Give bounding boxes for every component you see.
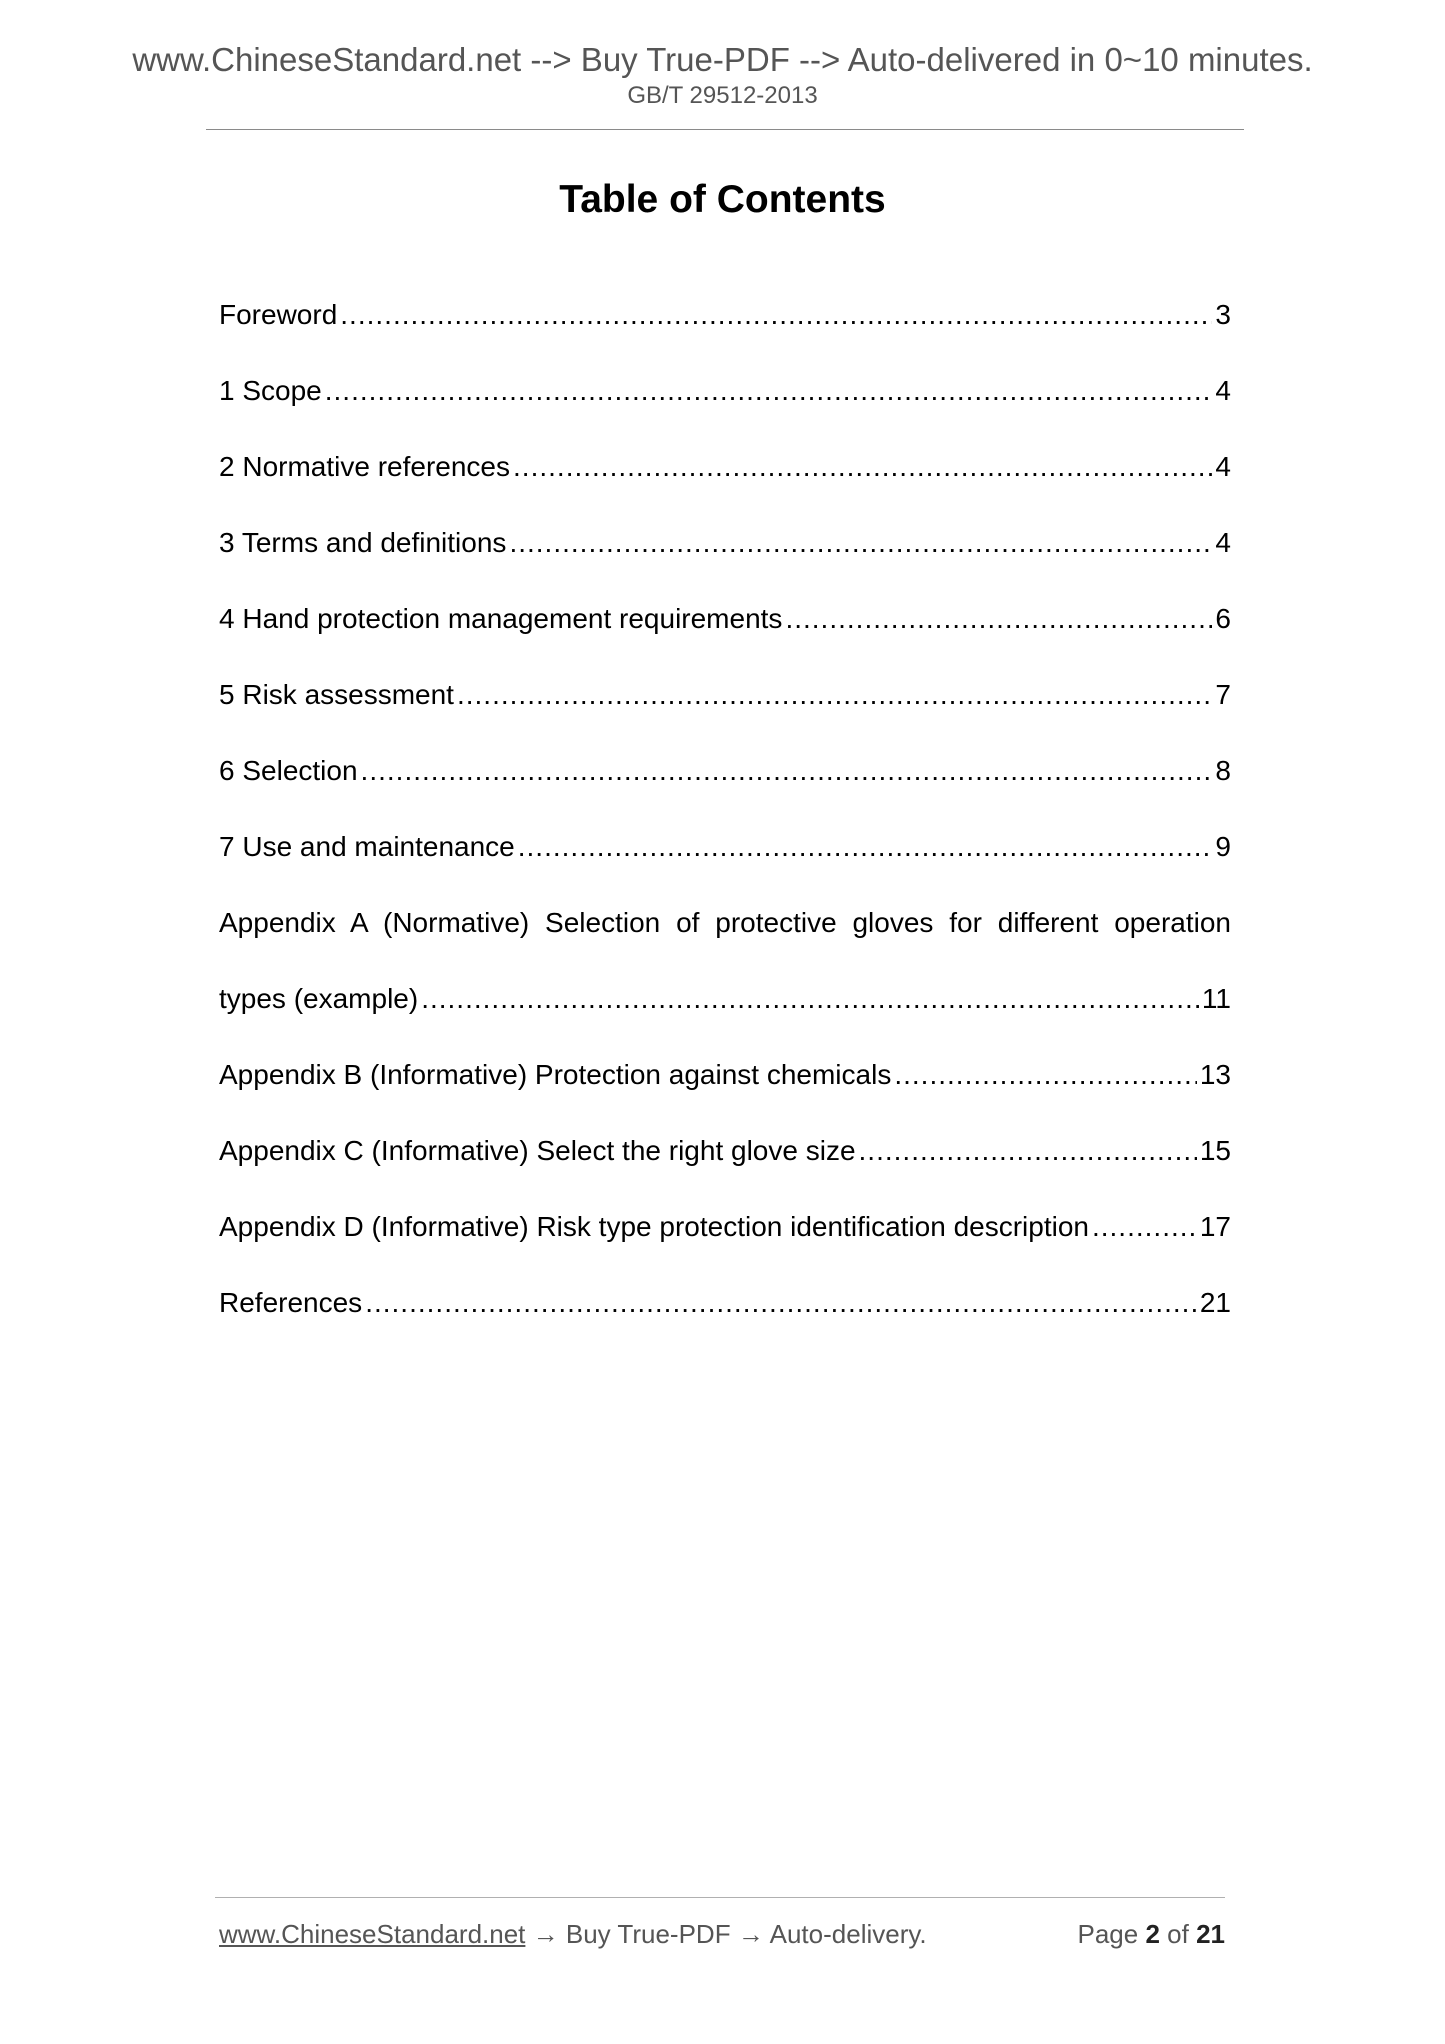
toc-page: 3: [1215, 299, 1231, 330]
toc-entry-appendix-c[interactable]: [219, 1121, 1231, 1197]
toc-leader: [325, 361, 1213, 421]
toc-entry-appendix-d[interactable]: [219, 1197, 1231, 1273]
toc-entry-scope[interactable]: [219, 361, 1231, 437]
standard-code: GB/T 29512-2013: [627, 82, 818, 109]
toc-label: 5 Risk assessment: [219, 679, 454, 710]
toc-label: References: [219, 1287, 363, 1318]
toc-page: 4: [1215, 451, 1231, 482]
toc-entry-appendix-b[interactable]: [219, 1045, 1231, 1121]
page-total: 21: [1196, 1919, 1225, 1949]
toc-label: Appendix D (Informative) Risk type protection identification description: [219, 1211, 1089, 1242]
toc-entry-references[interactable]: [219, 1273, 1231, 1349]
toc-page: 6: [1215, 603, 1231, 634]
toc-page: 4: [1215, 375, 1231, 406]
toc-leader: [340, 285, 1212, 345]
page-word: Page: [1077, 1919, 1139, 1949]
toc-page: 17: [1199, 1211, 1231, 1242]
toc-label: 4 Hand protection management requirements: [219, 603, 783, 634]
page-current: 2: [1145, 1919, 1160, 1949]
header-divider: [206, 129, 1244, 130]
toc-page: 9: [1215, 831, 1231, 862]
toc-entry-normative-references[interactable]: [219, 437, 1231, 513]
toc-entry-appendix-a[interactable]: [219, 969, 1231, 1045]
arrow-icon: →: [532, 1919, 559, 1949]
toc-entry-management-requirements[interactable]: [219, 589, 1231, 665]
of-word: of: [1167, 1919, 1189, 1949]
toc-label: 2 Normative references: [219, 451, 511, 482]
toc-label: 7 Use and maintenance: [219, 831, 515, 862]
toc-page: 4: [1215, 527, 1231, 558]
toc-leader: [518, 817, 1213, 877]
toc-label: Appendix C (Informative) Select the right glove size: [219, 1135, 856, 1166]
toc-entry-risk-assessment[interactable]: [219, 665, 1231, 741]
toc-leader: [365, 1273, 1197, 1333]
toc-page: 15: [1199, 1135, 1231, 1166]
footer-delivery-text: Auto-delivery.: [769, 1919, 927, 1949]
footer-divider: [215, 1897, 1225, 1898]
footer-site-link[interactable]: www.ChineseStandard.net: [219, 1919, 526, 1949]
toc-leader: [785, 589, 1212, 649]
toc-entry-use-maintenance[interactable]: [219, 817, 1231, 893]
toc-page: 13: [1199, 1059, 1231, 1090]
toc-page: 8: [1215, 755, 1231, 786]
toc-label: 6 Selection: [219, 755, 358, 786]
toc-entry-terms-definitions[interactable]: [219, 513, 1231, 589]
header-banner: www.ChineseStandard.net --> Buy True-PDF --> Auto-delivered in 0~10 minutes.: [132, 41, 1313, 78]
toc-leader: [1092, 1197, 1197, 1257]
arrow-icon: →: [737, 1919, 764, 1949]
toc-entry-selection[interactable]: [219, 741, 1231, 817]
toc-label: Foreword: [219, 299, 338, 330]
toc-leader: [509, 513, 1212, 573]
footer-buy-text: Buy True-PDF: [565, 1919, 731, 1949]
toc-leader: [513, 437, 1212, 497]
toc-leader: [361, 741, 1213, 801]
page-indicator: [1077, 1917, 1225, 1951]
toc-page: 11: [1201, 983, 1231, 1014]
page-title: Table of Contents: [559, 178, 886, 221]
toc-label: 3 Terms and definitions: [219, 527, 507, 558]
toc-label: 1 Scope: [219, 375, 322, 406]
toc-leader: [894, 1045, 1197, 1105]
toc-leader: [421, 969, 1199, 1029]
toc-entry-appendix-a-line1[interactable]: Appendix A (Normative) Selection of protective gloves for different operation: [219, 907, 1231, 938]
toc-page: 7: [1215, 679, 1231, 710]
toc-leader: [859, 1121, 1197, 1181]
toc-entry-foreword[interactable]: [219, 285, 1231, 361]
toc-label: types (example): [219, 983, 419, 1014]
toc-label: Appendix B (Informative) Protection against chemicals: [219, 1059, 892, 1090]
toc-leader: [457, 665, 1212, 725]
table-of-contents: [219, 285, 1231, 1349]
footer-promo: [219, 1917, 927, 1951]
toc-page: 21: [1199, 1287, 1231, 1318]
